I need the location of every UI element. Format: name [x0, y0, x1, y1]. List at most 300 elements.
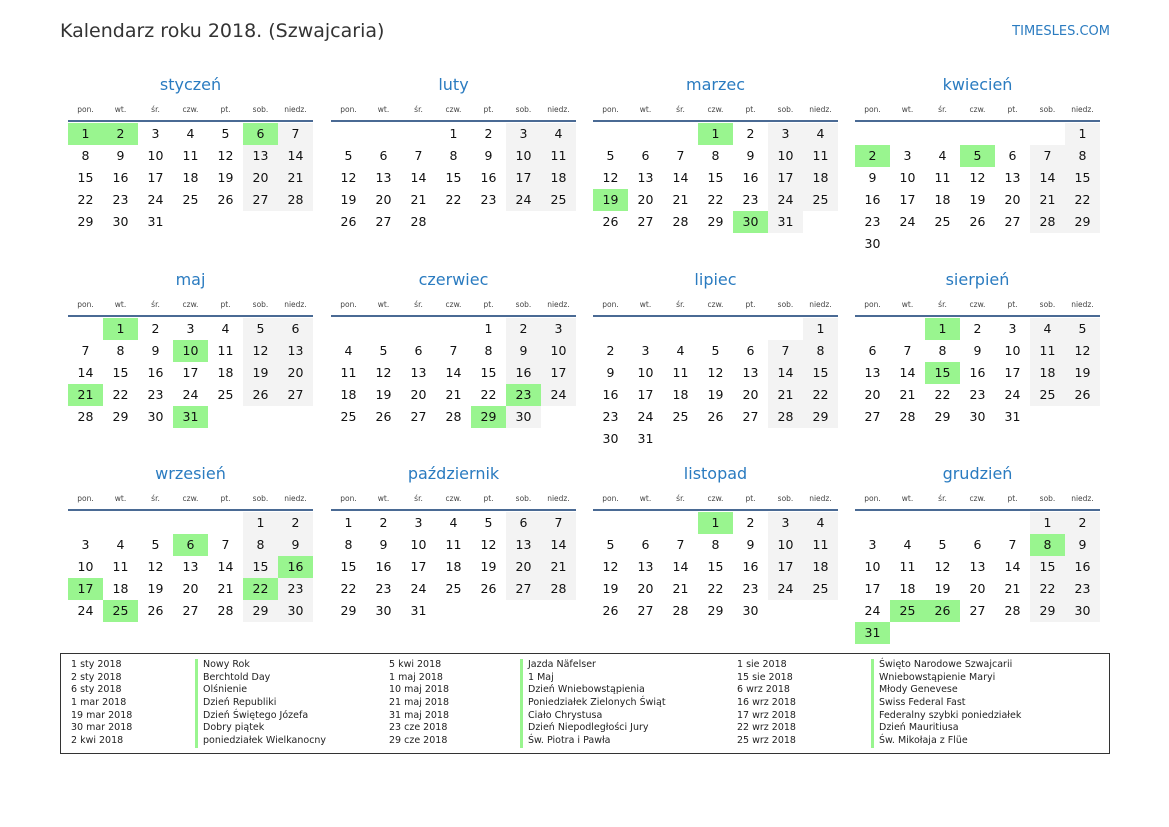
- day[interactable]: 6: [278, 318, 313, 340]
- day[interactable]: 19: [375, 387, 392, 402]
- day[interactable]: 29: [112, 409, 129, 424]
- day[interactable]: 30: [112, 214, 129, 229]
- day[interactable]: 18: [182, 170, 199, 185]
- day[interactable]: 27: [742, 409, 759, 424]
- day[interactable]: 15: [707, 559, 724, 574]
- day[interactable]: 16: [147, 365, 164, 380]
- day[interactable]: 26: [707, 409, 724, 424]
- day[interactable]: 7: [676, 537, 685, 552]
- day[interactable]: 22: [77, 192, 94, 207]
- day[interactable]: 19: [707, 387, 724, 402]
- day[interactable]: 4: [344, 343, 353, 358]
- day[interactable]: 3: [641, 343, 650, 358]
- day[interactable]: 4: [938, 148, 947, 163]
- day[interactable]: 14: [1004, 559, 1021, 574]
- day[interactable]: 7: [221, 537, 230, 552]
- holiday-day[interactable]: 8: [1030, 534, 1065, 556]
- day[interactable]: 7: [541, 512, 576, 534]
- day[interactable]: 24: [768, 578, 803, 600]
- day[interactable]: 16: [742, 170, 759, 185]
- day[interactable]: 2: [278, 512, 313, 534]
- day[interactable]: 10: [77, 559, 94, 574]
- day[interactable]: 23: [1065, 578, 1100, 600]
- day[interactable]: 13: [1004, 170, 1021, 185]
- holiday-day[interactable]: 1: [68, 123, 103, 145]
- holiday-day[interactable]: 19: [593, 189, 628, 211]
- day[interactable]: 24: [541, 384, 576, 406]
- day[interactable]: 14: [217, 559, 234, 574]
- day[interactable]: 25: [934, 214, 951, 229]
- day[interactable]: 12: [243, 340, 278, 362]
- day[interactable]: 14: [768, 362, 803, 384]
- day[interactable]: 24: [182, 387, 199, 402]
- day[interactable]: 6: [641, 148, 650, 163]
- day[interactable]: 18: [1030, 362, 1065, 384]
- day[interactable]: 28: [77, 409, 94, 424]
- day[interactable]: 22: [707, 192, 724, 207]
- day[interactable]: 26: [1065, 384, 1100, 406]
- day[interactable]: 7: [1008, 537, 1017, 552]
- day[interactable]: 25: [672, 409, 689, 424]
- day[interactable]: 25: [1030, 384, 1065, 406]
- day[interactable]: 15: [480, 365, 497, 380]
- day[interactable]: 21: [672, 581, 689, 596]
- day[interactable]: 4: [903, 537, 912, 552]
- day[interactable]: 16: [506, 362, 541, 384]
- holiday-day[interactable]: 1: [103, 318, 138, 340]
- day[interactable]: 4: [186, 126, 195, 141]
- day[interactable]: 27: [375, 214, 392, 229]
- day[interactable]: 14: [278, 145, 313, 167]
- day[interactable]: 24: [506, 189, 541, 211]
- day[interactable]: 3: [903, 148, 912, 163]
- day[interactable]: 18: [445, 559, 462, 574]
- holiday-day[interactable]: 21: [68, 384, 103, 406]
- day[interactable]: 1: [449, 126, 458, 141]
- day[interactable]: 29: [707, 214, 724, 229]
- day[interactable]: 9: [379, 537, 388, 552]
- day[interactable]: 6: [414, 343, 423, 358]
- day[interactable]: 21: [768, 384, 803, 406]
- day[interactable]: 29: [934, 409, 951, 424]
- day[interactable]: 27: [1004, 214, 1021, 229]
- day[interactable]: 26: [147, 603, 164, 618]
- day[interactable]: 3: [151, 126, 160, 141]
- day[interactable]: 30: [506, 406, 541, 428]
- day[interactable]: 10: [768, 145, 803, 167]
- day[interactable]: 26: [217, 192, 234, 207]
- day[interactable]: 19: [243, 362, 278, 384]
- day[interactable]: 29: [243, 600, 278, 622]
- day[interactable]: 29: [340, 603, 357, 618]
- day[interactable]: 7: [449, 343, 458, 358]
- day[interactable]: 31: [637, 431, 654, 446]
- day[interactable]: 5: [484, 515, 493, 530]
- day[interactable]: 10: [637, 365, 654, 380]
- day[interactable]: 30: [742, 603, 759, 618]
- day[interactable]: 22: [934, 387, 951, 402]
- day[interactable]: 18: [803, 556, 838, 578]
- day[interactable]: 24: [77, 603, 94, 618]
- day[interactable]: 29: [1065, 211, 1100, 233]
- day[interactable]: 8: [449, 148, 458, 163]
- day[interactable]: 26: [602, 214, 619, 229]
- day[interactable]: 12: [1065, 340, 1100, 362]
- day[interactable]: 14: [672, 170, 689, 185]
- holiday-day[interactable]: 17: [68, 578, 103, 600]
- day[interactable]: 10: [506, 145, 541, 167]
- day[interactable]: 16: [112, 170, 129, 185]
- day[interactable]: 16: [1065, 556, 1100, 578]
- holiday-day[interactable]: 6: [243, 123, 278, 145]
- day[interactable]: 12: [707, 365, 724, 380]
- day[interactable]: 2: [606, 343, 615, 358]
- day[interactable]: 10: [147, 148, 164, 163]
- day[interactable]: 6: [746, 343, 755, 358]
- day[interactable]: 7: [903, 343, 912, 358]
- day[interactable]: 24: [1004, 387, 1021, 402]
- day[interactable]: 28: [217, 603, 234, 618]
- day[interactable]: 3: [868, 537, 877, 552]
- day[interactable]: 28: [672, 603, 689, 618]
- day[interactable]: 10: [899, 170, 916, 185]
- day[interactable]: 19: [1065, 362, 1100, 384]
- day[interactable]: 16: [480, 170, 497, 185]
- day[interactable]: 12: [602, 170, 619, 185]
- day[interactable]: 23: [375, 581, 392, 596]
- day[interactable]: 16: [742, 559, 759, 574]
- day[interactable]: 23: [480, 192, 497, 207]
- day[interactable]: 12: [147, 559, 164, 574]
- day[interactable]: 27: [506, 578, 541, 600]
- holiday-day[interactable]: 23: [506, 384, 541, 406]
- day[interactable]: 3: [1008, 321, 1017, 336]
- day[interactable]: 5: [151, 537, 160, 552]
- day[interactable]: 22: [112, 387, 129, 402]
- site-link[interactable]: TIMESLES.COM: [1012, 24, 1110, 39]
- day[interactable]: 17: [1004, 365, 1021, 380]
- holiday-day[interactable]: 25: [890, 600, 925, 622]
- day[interactable]: 27: [637, 214, 654, 229]
- holiday-day[interactable]: 10: [173, 340, 208, 362]
- day[interactable]: 26: [243, 384, 278, 406]
- day[interactable]: 5: [243, 318, 278, 340]
- day[interactable]: 3: [414, 515, 423, 530]
- day[interactable]: 11: [182, 148, 199, 163]
- day[interactable]: 20: [742, 387, 759, 402]
- day[interactable]: 13: [969, 559, 986, 574]
- day[interactable]: 18: [672, 387, 689, 402]
- day[interactable]: 7: [81, 343, 90, 358]
- day[interactable]: 3: [81, 537, 90, 552]
- day[interactable]: 9: [506, 340, 541, 362]
- day[interactable]: 14: [672, 559, 689, 574]
- day[interactable]: 21: [217, 581, 234, 596]
- holiday-day[interactable]: 16: [278, 556, 313, 578]
- day[interactable]: 27: [969, 603, 986, 618]
- day[interactable]: 5: [344, 148, 353, 163]
- day[interactable]: 6: [379, 148, 388, 163]
- day[interactable]: 28: [672, 214, 689, 229]
- day[interactable]: 14: [899, 365, 916, 380]
- day[interactable]: 9: [484, 148, 493, 163]
- day[interactable]: 17: [768, 556, 803, 578]
- day[interactable]: 24: [410, 581, 427, 596]
- day[interactable]: 8: [243, 534, 278, 556]
- day[interactable]: 28: [445, 409, 462, 424]
- day[interactable]: 13: [182, 559, 199, 574]
- day[interactable]: 5: [711, 343, 720, 358]
- day[interactable]: 29: [707, 603, 724, 618]
- day[interactable]: 28: [410, 214, 427, 229]
- day[interactable]: 19: [934, 581, 951, 596]
- day[interactable]: 1: [1030, 512, 1065, 534]
- day[interactable]: 23: [112, 192, 129, 207]
- day[interactable]: 25: [217, 387, 234, 402]
- day[interactable]: 4: [221, 321, 230, 336]
- day[interactable]: 12: [602, 559, 619, 574]
- holiday-day[interactable]: 15: [925, 362, 960, 384]
- day[interactable]: 22: [445, 192, 462, 207]
- day[interactable]: 8: [484, 343, 493, 358]
- day[interactable]: 23: [864, 214, 881, 229]
- day[interactable]: 11: [112, 559, 129, 574]
- day[interactable]: 25: [803, 578, 838, 600]
- day[interactable]: 29: [1030, 600, 1065, 622]
- day[interactable]: 2: [484, 126, 493, 141]
- day[interactable]: 17: [541, 362, 576, 384]
- day[interactable]: 20: [969, 581, 986, 596]
- day[interactable]: 20: [410, 387, 427, 402]
- day[interactable]: 9: [151, 343, 160, 358]
- day[interactable]: 17: [506, 167, 541, 189]
- day[interactable]: 27: [243, 189, 278, 211]
- day[interactable]: 17: [768, 167, 803, 189]
- day[interactable]: 1: [1065, 123, 1100, 145]
- day[interactable]: 13: [637, 170, 654, 185]
- day[interactable]: 24: [147, 192, 164, 207]
- day[interactable]: 20: [182, 581, 199, 596]
- day[interactable]: 16: [864, 192, 881, 207]
- day[interactable]: 13: [637, 559, 654, 574]
- day[interactable]: 22: [480, 387, 497, 402]
- day[interactable]: 1: [803, 318, 838, 340]
- day[interactable]: 28: [278, 189, 313, 211]
- day[interactable]: 18: [541, 167, 576, 189]
- day[interactable]: 21: [278, 167, 313, 189]
- day[interactable]: 4: [803, 512, 838, 534]
- day[interactable]: 20: [1004, 192, 1021, 207]
- day[interactable]: 12: [480, 537, 497, 552]
- day[interactable]: 6: [1008, 148, 1017, 163]
- day[interactable]: 19: [217, 170, 234, 185]
- day[interactable]: 26: [969, 214, 986, 229]
- day[interactable]: 21: [1004, 581, 1021, 596]
- day[interactable]: 9: [278, 534, 313, 556]
- day[interactable]: 17: [182, 365, 199, 380]
- day[interactable]: 13: [243, 145, 278, 167]
- holiday-day[interactable]: 1: [698, 123, 733, 145]
- day[interactable]: 22: [1030, 578, 1065, 600]
- holiday-day[interactable]: 22: [243, 578, 278, 600]
- day[interactable]: 21: [1030, 189, 1065, 211]
- day[interactable]: 14: [410, 170, 427, 185]
- day[interactable]: 23: [969, 387, 986, 402]
- day[interactable]: 20: [864, 387, 881, 402]
- day[interactable]: 10: [1004, 343, 1021, 358]
- day[interactable]: 28: [541, 578, 576, 600]
- day[interactable]: 27: [182, 603, 199, 618]
- holiday-day[interactable]: 26: [925, 600, 960, 622]
- day[interactable]: 30: [147, 409, 164, 424]
- day[interactable]: 28: [768, 406, 803, 428]
- holiday-day[interactable]: 2: [855, 145, 890, 167]
- day[interactable]: 11: [672, 365, 689, 380]
- day[interactable]: 30: [864, 236, 881, 251]
- day[interactable]: 4: [541, 123, 576, 145]
- day[interactable]: 20: [375, 192, 392, 207]
- day[interactable]: 19: [602, 581, 619, 596]
- day[interactable]: 18: [217, 365, 234, 380]
- holiday-day[interactable]: 31: [173, 406, 208, 428]
- day[interactable]: 4: [803, 123, 838, 145]
- day[interactable]: 30: [278, 600, 313, 622]
- day[interactable]: 28: [1030, 211, 1065, 233]
- day[interactable]: 21: [672, 192, 689, 207]
- day[interactable]: 23: [742, 581, 759, 596]
- day[interactable]: 8: [344, 537, 353, 552]
- day[interactable]: 2: [151, 321, 160, 336]
- holiday-day[interactable]: 1: [925, 318, 960, 340]
- day[interactable]: 20: [278, 362, 313, 384]
- day[interactable]: 12: [934, 559, 951, 574]
- day[interactable]: 15: [77, 170, 94, 185]
- holiday-day[interactable]: 25: [103, 600, 138, 622]
- day[interactable]: 7: [676, 148, 685, 163]
- holiday-day[interactable]: 6: [173, 534, 208, 556]
- day[interactable]: 31: [410, 603, 427, 618]
- holiday-day[interactable]: 29: [471, 406, 506, 428]
- day[interactable]: 19: [147, 581, 164, 596]
- day[interactable]: 9: [1065, 534, 1100, 556]
- day[interactable]: 15: [243, 556, 278, 578]
- day[interactable]: 20: [243, 167, 278, 189]
- day[interactable]: 8: [711, 537, 720, 552]
- day[interactable]: 26: [340, 214, 357, 229]
- day[interactable]: 22: [1065, 189, 1100, 211]
- day[interactable]: 16: [375, 559, 392, 574]
- day[interactable]: 5: [938, 537, 947, 552]
- day[interactable]: 22: [340, 581, 357, 596]
- day[interactable]: 25: [803, 189, 838, 211]
- day[interactable]: 3: [541, 318, 576, 340]
- day[interactable]: 3: [768, 123, 803, 145]
- day[interactable]: 11: [899, 559, 916, 574]
- day[interactable]: 8: [711, 148, 720, 163]
- day[interactable]: 6: [506, 512, 541, 534]
- day[interactable]: 8: [803, 340, 838, 362]
- day[interactable]: 31: [147, 214, 164, 229]
- day[interactable]: 5: [606, 537, 615, 552]
- day[interactable]: 9: [868, 170, 877, 185]
- day[interactable]: 9: [746, 537, 755, 552]
- day[interactable]: 15: [803, 362, 838, 384]
- day[interactable]: 19: [969, 192, 986, 207]
- day[interactable]: 7: [768, 340, 803, 362]
- day[interactable]: 5: [379, 343, 388, 358]
- day[interactable]: 21: [445, 387, 462, 402]
- day[interactable]: 12: [969, 170, 986, 185]
- day[interactable]: 5: [221, 126, 230, 141]
- day[interactable]: 10: [768, 534, 803, 556]
- day[interactable]: 11: [445, 537, 462, 552]
- day[interactable]: 2: [1065, 512, 1100, 534]
- day[interactable]: 30: [375, 603, 392, 618]
- day[interactable]: 10: [864, 559, 881, 574]
- day[interactable]: 24: [637, 409, 654, 424]
- day[interactable]: 25: [541, 189, 576, 211]
- day[interactable]: 26: [375, 409, 392, 424]
- day[interactable]: 25: [445, 581, 462, 596]
- day[interactable]: 1: [243, 512, 278, 534]
- day[interactable]: 2: [973, 321, 982, 336]
- day[interactable]: 23: [278, 578, 313, 600]
- day[interactable]: 2: [506, 318, 541, 340]
- day[interactable]: 10: [410, 537, 427, 552]
- day[interactable]: 12: [375, 365, 392, 380]
- day[interactable]: 26: [480, 581, 497, 596]
- day[interactable]: 13: [410, 365, 427, 380]
- day[interactable]: 23: [602, 409, 619, 424]
- day[interactable]: 5: [606, 148, 615, 163]
- day[interactable]: 8: [81, 148, 90, 163]
- day[interactable]: 31: [1004, 409, 1021, 424]
- day[interactable]: 11: [803, 534, 838, 556]
- day[interactable]: 13: [375, 170, 392, 185]
- day[interactable]: 1: [344, 515, 353, 530]
- day[interactable]: 20: [506, 556, 541, 578]
- day[interactable]: 14: [445, 365, 462, 380]
- day[interactable]: 17: [410, 559, 427, 574]
- day[interactable]: 30: [602, 431, 619, 446]
- day[interactable]: 2: [379, 515, 388, 530]
- day[interactable]: 9: [116, 148, 125, 163]
- day[interactable]: 12: [217, 148, 234, 163]
- day[interactable]: 12: [340, 170, 357, 185]
- day[interactable]: 4: [676, 343, 685, 358]
- day[interactable]: 13: [278, 340, 313, 362]
- day[interactable]: 17: [864, 581, 881, 596]
- day[interactable]: 1: [484, 321, 493, 336]
- day[interactable]: 27: [410, 409, 427, 424]
- day[interactable]: 2: [746, 126, 755, 141]
- day[interactable]: 16: [969, 365, 986, 380]
- day[interactable]: 17: [899, 192, 916, 207]
- day[interactable]: 6: [973, 537, 982, 552]
- day[interactable]: 29: [803, 406, 838, 428]
- day[interactable]: 28: [1004, 603, 1021, 618]
- day[interactable]: 7: [414, 148, 423, 163]
- day[interactable]: 7: [1030, 145, 1065, 167]
- day[interactable]: 11: [934, 170, 951, 185]
- holiday-day[interactable]: 5: [960, 145, 995, 167]
- day[interactable]: 4: [116, 537, 125, 552]
- day[interactable]: 13: [742, 365, 759, 380]
- day[interactable]: 8: [1065, 145, 1100, 167]
- day[interactable]: 13: [506, 534, 541, 556]
- day[interactable]: 17: [147, 170, 164, 185]
- day[interactable]: 7: [278, 123, 313, 145]
